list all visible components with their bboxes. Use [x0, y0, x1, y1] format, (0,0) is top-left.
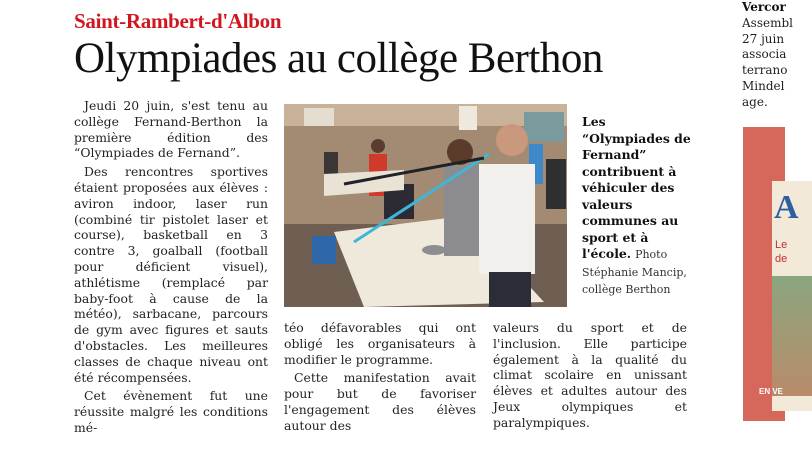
sidebar-article [742, 0, 793, 111]
paragraph: Des rencontres sportives étaient proposées aux élèves : aviron indoor, laser run (combiné tir pistolet laser et course), basketball en 3 contre 3, goalball (football pour déficient visuel), athlétisme (remplacé par baby-foot à cause de la météo), sarbacane, parcours de gym avec figures et sauts d'obstacles. Les meilleures classes de chaque niveau ont été récompensées. [74, 164, 268, 385]
paragraph: Jeudi 20 juin, s'est tenu au collège Fernand-Berthon la première édition des “Olympiades de Fernand”. [74, 98, 268, 161]
photo-window [304, 108, 334, 126]
ad-cta-text: EN VE [759, 387, 784, 396]
photo-student-head [496, 124, 528, 156]
photo-person [546, 159, 566, 209]
photo-student [479, 164, 535, 274]
article-column-2 [284, 320, 476, 437]
sidebar-line: age. [742, 94, 768, 109]
photo-illustration [284, 104, 567, 307]
article-headline: Olympiades au collège Berthon [74, 35, 603, 82]
paragraph: Cette manifestation avait pour but de favoriser l'engagement des élèves autour des [284, 370, 476, 433]
caption-lead: Les “Olympiades de Fernand” contribuent à véhiculer des valeurs communes au sport et à l'école. [582, 114, 691, 261]
sidebar-title: Vercor [742, 0, 786, 14]
article-photo [284, 104, 567, 307]
sidebar-line: 27 juin [742, 31, 785, 46]
sidebar-line: terrano [742, 63, 788, 78]
photo-student-legs [489, 272, 531, 307]
photo-person-head [371, 139, 385, 153]
photo-window [459, 106, 477, 130]
ad-cover-image [772, 276, 812, 396]
ad-cover-letter: A [774, 189, 799, 226]
photo-window [524, 112, 564, 142]
paragraph: Cet évènement fut une réussite malgré les conditions mé- [74, 388, 268, 435]
article-column-1 [74, 98, 268, 439]
ad-cover-text: de [775, 253, 788, 265]
ad-magazine-cover [772, 181, 812, 411]
sidebar-line: Mindel [742, 78, 785, 93]
photo-caption [582, 114, 692, 299]
photo-bin [312, 236, 336, 264]
advertisement[interactable] [743, 127, 799, 421]
paragraph: valeurs du sport et de l'inclusion. Elle participe également à la qualité du climat scolaire en unissant élèves et adultes autour des Jeux olympiques et paralympiques. [493, 320, 687, 430]
sidebar-line: associa [742, 47, 787, 62]
sidebar-line: Assembl [742, 15, 793, 30]
paragraph: téo défavorables qui ont obligé les organisateurs à modifier le programme. [284, 320, 476, 367]
article-column-3 [493, 320, 687, 434]
ad-cover-text: Le [775, 239, 788, 251]
photo-object [422, 245, 446, 255]
caption-credit: Photo Stéphanie Mancip, collège Berthon [582, 248, 687, 296]
article-kicker: Saint-Rambert-d'Albon [74, 9, 282, 33]
